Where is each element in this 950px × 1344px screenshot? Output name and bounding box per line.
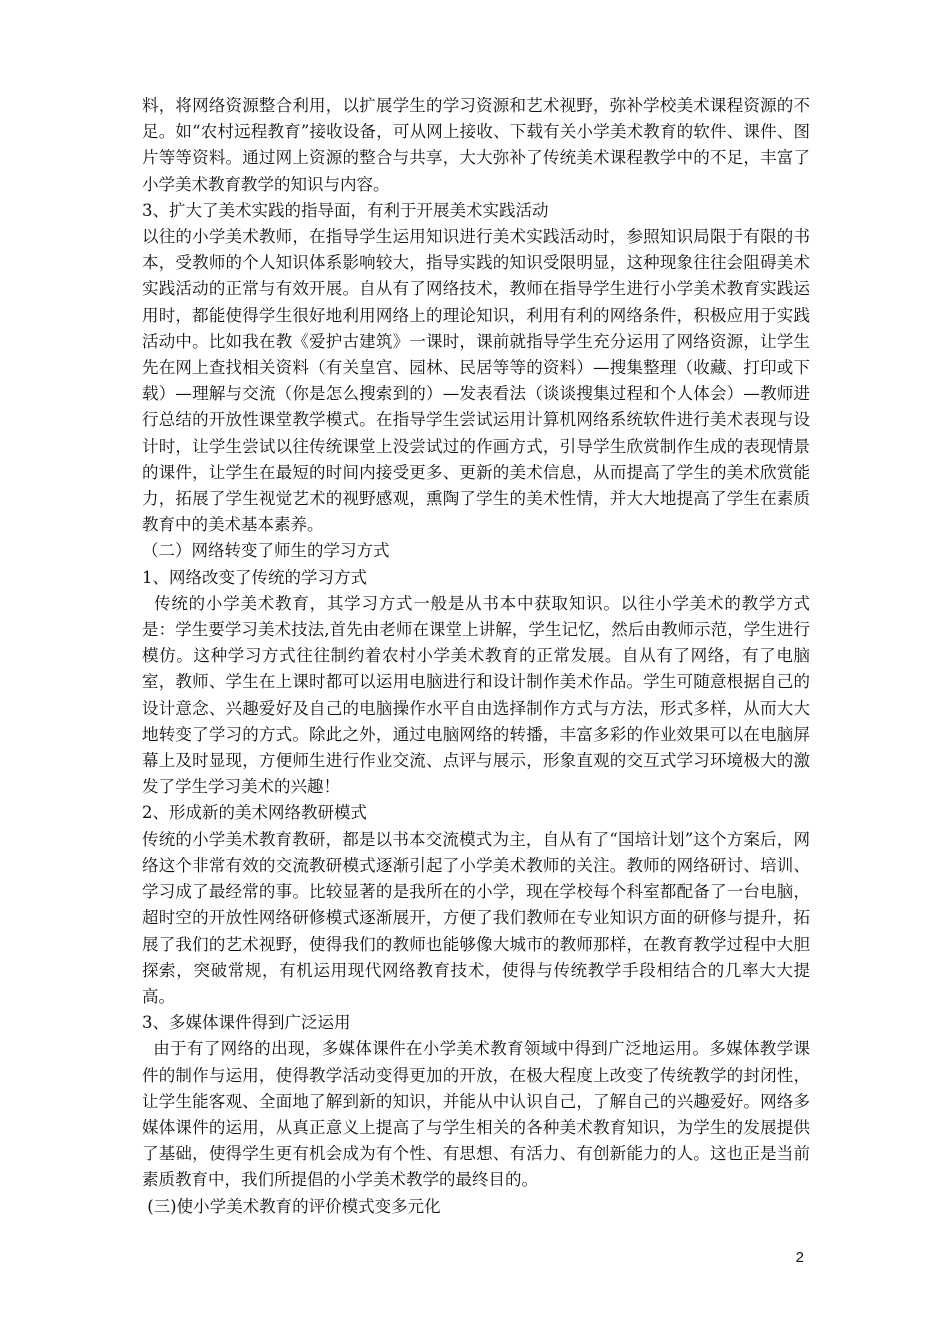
paragraph-body: 传统的小学美术教育，其学习方式一般是从书本中获取知识。以往小学美术的教学方式是：学生要学习美术技法,首先由老师在课堂上讲解，学生记忆，然后由教师示范，学生进行模仿。这种学习方式往往制约着农村小学美术教育的正常发展。自从有了网络，有了电脑室，教师、学生在上课时都可以运用电脑进行和设计制作美术作品。学生可随意根据自己的设计意念、兴趣爱好及自己的电脑操作水平自由选择制作方式与方法，形式多样，从而大大地转变了学习的方式。除此之外，通过电脑网络的转播，丰富多彩的作业效果可以在电脑屏幕上及时显现，方便师生进行作业交流、点评与展示，形象直观的交互式学习环境极大的激发了学生学习美术的兴趣！	[142, 593, 810, 797]
document-body	[142, 93, 810, 1220]
page-number: 2	[795, 1249, 804, 1266]
section-heading: 3、多媒体课件得到广泛运用	[142, 1013, 351, 1033]
section-heading: (三)使小学美术教育的评价模式变多元化	[142, 1196, 441, 1216]
paragraph-body: 由于有了网络的出现，多媒体课件在小学美术教育领域中得到广泛地运用。多媒体教学课件的制作与运用，使得教学活动变得更加的开放，在极大程度上改变了传统教学的封闭性，让学生能客观、全面地了解到新的知识，并能从中认识自己，了解自己的兴趣爱好。网络多媒体课件的运用，从真正意义上提高了与学生相关的各种美术教育知识，为学生的发展提供了基础，使得学生更有机会成为有个性、有思想、有活力、有创新能力的人。这也正是当前素质教育中，我们所提倡的小学美术教学的最终目的。	[142, 1039, 811, 1190]
paragraph-body: 传统的小学美术教育教研，都是以书本交流模式为主，自从有了“国培计划”这个方案后，网络这个非常有效的交流教研模式逐渐引起了小学美术教师的关注。教师的网络研讨、培训、学习成了最经常的事。比较显著的是我所在的小学，现在学校每个科室都配备了一台电脑，超时空的开放性网络研修模式逐渐展开，方便了我们教师在专业知识方面的研修与提升，拓展了我们的艺术视野，使得我们的教师也能够像大城市的教师那样，在教育教学过程中大胆探索，突破常规，有机运用现代网络教育技术，使得与传统教学手段相结合的几率大大提高。	[142, 829, 810, 1006]
section-heading: 1、网络改变了传统的学习方式	[142, 567, 367, 587]
paragraph-body: 以往的小学美术教师，在指导学生运用知识进行美术实践活动时，参照知识局限于有限的书本，受教师的个人知识体系影响较大，指导实践的知识受限明显，这种现象往往会阻碍美术实践活动的正常与有效开展。自从有了网络技术，教师在指导学生进行小学美术教育实践运用时，都能使得学生很好地利用网络上的理论知识，利用有利的网络条件，积极应用于实践活动中。比如我在教《爱护古建筑》一课时，课前就指导学生充分运用了网络资源，让学生先在网上查找相关资料（有关皇宫、园林、民居等等的资料）—搜集整理（收藏、打印或下载）—理解与交流（你是怎么搜索到的）—发表看法（谈谈搜集过程和个人体会）—教师进行总结的开放性课堂教学模式。在指导学生尝试运用计算机网络系统软件进行美术表现与设计时，让学生尝试以往传统课堂上没尝试过的作画方式，引导学生欣赏制作生成的表现情景的课件，让学生在最短的时间内接受更多、更新的美术信息，从而提高了学生的美术欣赏能力，拓展了学生视觉艺术的视野感观，熏陶了学生的美术性情，并大大地提高了学生在素质教育中的美术基本素养。	[142, 227, 810, 535]
section-heading: 3、扩大了美术实践的指导面，有利于开展美术实践活动	[142, 200, 549, 220]
section-heading: （二）网络转变了师生的学习方式	[142, 541, 390, 561]
paragraph-body: 料，将网络资源整合利用，以扩展学生的学习资源和艺术视野，弥补学校美术课程资源的不足。如“农村远程教育”接收设备，可从网上接收、下载有关小学美术教育的软件、课件、图片等等资料。通过网上资源的整合与共享，大大弥补了传统美术课程教学中的不足，丰富了小学美术教育教学的知识与内容。	[142, 96, 810, 194]
section-heading: 2、形成新的美术网络教研模式	[142, 803, 367, 823]
